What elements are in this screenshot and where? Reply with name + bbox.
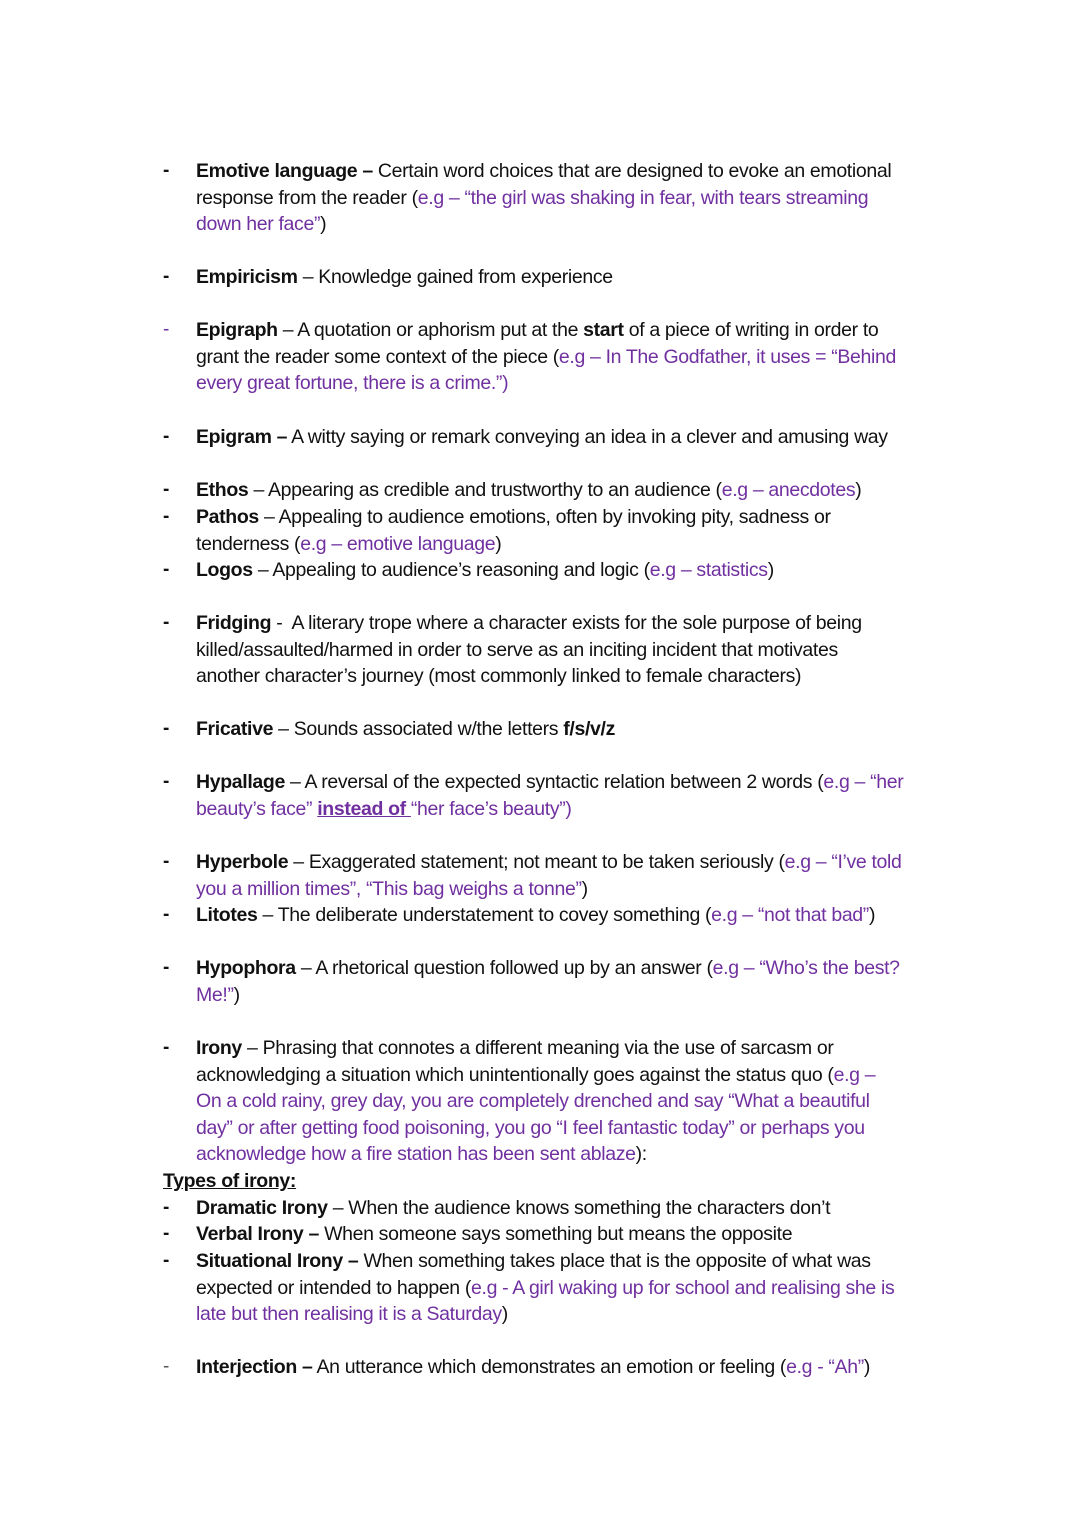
entry-line	[196, 637, 838, 664]
example-text: “her face’s beauty”	[410, 797, 566, 820]
entry-line	[196, 982, 240, 1009]
entry-line	[196, 1115, 865, 1142]
term-separator: -	[271, 612, 292, 634]
close-paren: )	[855, 479, 862, 501]
entry-line	[196, 716, 615, 743]
definition: Appearing as credible and trustworthy to an audience (	[267, 479, 722, 501]
close-paren: )	[502, 372, 509, 395]
term: Ethos	[196, 479, 249, 501]
entry-line	[196, 158, 891, 185]
term: Litotes	[196, 904, 258, 926]
term-separator: –	[241, 1037, 263, 1059]
entry-line	[196, 264, 613, 291]
entry-line	[196, 1088, 870, 1115]
definition: The deliberate understatement to covey something (	[277, 904, 712, 926]
definition: An utterance which demonstrates an emotion or feeling (	[316, 1356, 787, 1378]
example-text: e.g – “her	[823, 771, 904, 793]
entry-line	[196, 1221, 792, 1248]
entry-line	[196, 370, 508, 397]
definition: When something takes place that is the opposite of what was	[363, 1250, 871, 1272]
bullet-dash: -	[163, 1250, 170, 1271]
definition-cont: response from the reader (	[196, 186, 418, 209]
entry-line	[196, 796, 572, 823]
definition-cont: grant the reader some context of the piece (	[196, 345, 559, 368]
entry-line	[196, 477, 861, 504]
example-text: e.g –	[833, 1063, 876, 1086]
definition: Exaggerated statement; not meant to be taken seriously (	[308, 851, 785, 873]
definition: A literary trope where a character exists for the sole purpose of being	[291, 612, 862, 634]
term: Verbal Irony –	[196, 1223, 319, 1245]
term: Irony	[196, 1037, 242, 1059]
bullet-dash: -	[163, 1197, 170, 1218]
close-paren: )	[565, 797, 572, 820]
definition: Phrasing that connotes a different meaning via the use of sarcasm or	[262, 1037, 834, 1059]
bullet-dash: -	[163, 559, 170, 580]
definition: A reversal of the expected syntactic relation between 2 words (	[304, 771, 824, 793]
entry-line	[196, 317, 878, 344]
definition: Certain word choices that are designed to evoke an emotional	[377, 160, 892, 182]
close-paren: )	[320, 213, 327, 236]
entry-line	[196, 504, 831, 531]
bullet-dash: -	[163, 904, 170, 925]
definition: Appealing to audience’s reasoning and logic (	[272, 559, 650, 581]
entry-line	[196, 557, 774, 584]
entry-line	[196, 849, 902, 876]
bullet-dash: -	[163, 479, 170, 500]
definition: When someone says something but means the opposite	[324, 1223, 793, 1245]
bullet-dash: -	[163, 319, 170, 340]
term: Dramatic Irony	[196, 1197, 328, 1219]
term: Emotive language	[196, 160, 358, 182]
entry-line	[196, 344, 896, 371]
close-paren: )	[581, 877, 588, 900]
term-separator: –	[288, 851, 309, 873]
example-text: late but then realising it is a Saturday	[196, 1303, 502, 1326]
term: Epigraph	[196, 319, 278, 341]
section-heading-types-of-irony: Types of irony:	[163, 1170, 297, 1192]
entry-line	[196, 424, 888, 451]
close-paren: )	[501, 1303, 508, 1326]
close-paren: )	[868, 904, 876, 926]
term-separator: –	[295, 957, 316, 979]
definition: of a piece of writing in order to	[623, 319, 879, 341]
entry-line	[196, 663, 801, 690]
example-text: On a cold rainy, grey day, you are completely drenched and say “What a beautiful	[196, 1090, 870, 1113]
definition-cont: another character’s journey (most commonly linked to female characters)	[196, 665, 802, 688]
definition: When the audience knows something the characters don’t	[348, 1197, 831, 1219]
bullet-dash: -	[163, 1223, 170, 1244]
term-separator: –	[248, 479, 268, 501]
term-separator: –	[327, 1197, 349, 1219]
bullet-dash: -	[163, 160, 170, 181]
bullet-dash: -	[163, 612, 170, 633]
close-paren: ):	[635, 1143, 647, 1166]
entry-line	[196, 1195, 830, 1222]
bullet-dash: -	[163, 957, 170, 978]
entry-line	[196, 185, 868, 212]
close-paren: )	[863, 1356, 871, 1378]
term-separator: –	[297, 266, 319, 288]
example-text: e.g – “Who’s the best?	[712, 957, 900, 979]
term: Hypophora	[196, 957, 296, 979]
term: Situational Irony –	[196, 1250, 359, 1272]
example-text: e.g – In The Godfather, it uses = “Behind	[558, 345, 896, 368]
example-text: beauty’s face”	[196, 797, 318, 820]
term-separator: –	[277, 319, 298, 341]
close-paren: )	[233, 983, 240, 1006]
term: Interjection –	[196, 1356, 313, 1378]
term-separator: –	[284, 771, 305, 793]
example-text: day” or after getting food poisoning, you go “I feel fantastic today” or perhaps you	[196, 1116, 865, 1139]
entry-line	[196, 1248, 871, 1275]
term: Epigram –	[196, 426, 288, 448]
bullet-dash: -	[163, 266, 170, 287]
example-text: e.g - A girl waking up for school and realising she is	[471, 1276, 895, 1299]
close-paren: )	[767, 559, 774, 581]
example-text: acknowledge how a fire station has been sent ablaze	[196, 1143, 636, 1166]
term-separator: –	[357, 160, 378, 182]
definition-emphasis: start	[583, 319, 624, 341]
definition-cont: acknowledging a situation which unintentionally goes against the status quo (	[196, 1063, 834, 1086]
entry-line	[196, 1035, 834, 1062]
example-text: e.g – statistics	[649, 559, 768, 581]
close-paren: )	[495, 532, 502, 555]
term-separator: –	[258, 506, 279, 528]
definition-cont: killed/assaulted/harmed in order to serve as an inciting incident that motivates	[196, 638, 838, 661]
example-text: every great fortune, there is a crime.”	[196, 372, 503, 395]
definition-cont: expected or intended to happen (	[196, 1276, 472, 1299]
definition-cont: tenderness (	[196, 532, 301, 555]
entry-line	[196, 1354, 870, 1381]
term: Fridging	[196, 612, 272, 634]
example-text: e.g – “not that bad”	[711, 904, 869, 926]
bullet-dash: -	[163, 1037, 170, 1058]
bullet-dash: -	[163, 1356, 170, 1377]
definition: A rhetorical question followed up by an answer (	[315, 957, 713, 979]
example-text: e.g – emotive language	[300, 532, 496, 555]
entry-line	[196, 531, 501, 558]
definition: A witty saying or remark conveying an idea in a clever and amusing way	[291, 426, 888, 448]
definition: Sounds associated w/the letters	[293, 718, 564, 740]
bullet-dash: -	[163, 426, 170, 447]
bullet-dash: -	[163, 718, 170, 739]
entry-line	[196, 876, 588, 903]
definition: Appealing to audience emotions, often by invoking pity, sadness or	[278, 506, 831, 528]
definition-emphasis: f/s/v/z	[563, 718, 615, 740]
example-text: e.g – “the girl was shaking in fear, with tears streaming	[417, 186, 869, 209]
entry-line	[196, 1301, 508, 1328]
example-text: e.g – “I’ve told	[784, 851, 902, 873]
definition: A quotation or aphorism put at the	[297, 319, 584, 341]
term-separator: –	[257, 904, 278, 926]
entry-line	[196, 902, 875, 929]
entry-line	[196, 1275, 894, 1302]
example-text: e.g - “Ah”	[786, 1356, 864, 1378]
term: Fricative	[196, 718, 274, 740]
term: Empiricism	[196, 266, 298, 288]
term: Pathos	[196, 506, 259, 528]
term: Hyperbole	[196, 851, 289, 873]
example-text: e.g – anecdotes	[721, 479, 856, 501]
example-text: you a million times”, “This bag weighs a tonne”	[196, 877, 582, 900]
bullet-dash: -	[163, 506, 170, 527]
bullet-dash: -	[163, 851, 170, 872]
entry-line	[196, 610, 862, 637]
entry-line	[196, 211, 326, 238]
example-text: down her face”	[196, 213, 321, 236]
example-emphasis: instead of	[317, 797, 411, 820]
entry-line	[196, 955, 900, 982]
entry-line	[196, 769, 903, 796]
term-separator: –	[252, 559, 273, 581]
term-separator: –	[273, 718, 294, 740]
bullet-dash: -	[163, 771, 170, 792]
entry-line	[196, 1141, 647, 1168]
entry-line	[196, 1062, 875, 1089]
term: Hypallage	[196, 771, 285, 793]
term: Logos	[196, 559, 253, 581]
example-text: Me!”	[196, 983, 234, 1006]
definition: Knowledge gained from experience	[318, 266, 613, 288]
